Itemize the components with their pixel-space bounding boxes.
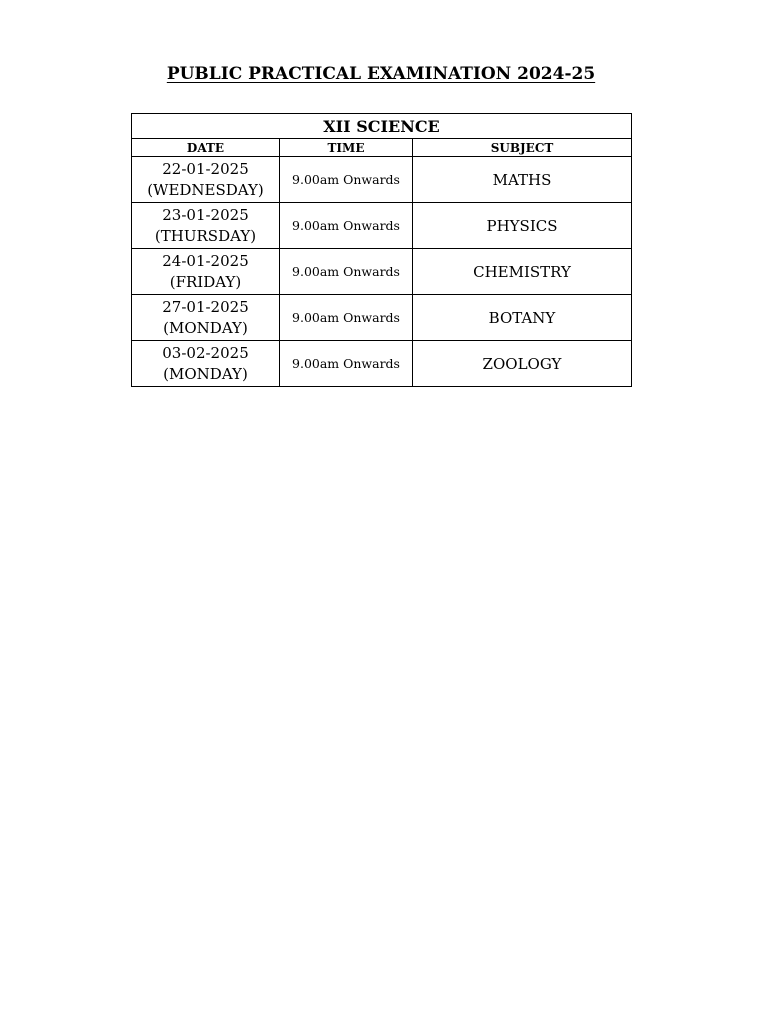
exam-schedule-table (131, 113, 632, 387)
day-value: (WEDNESDAY) (147, 180, 264, 199)
date-value: 22-01-2025 (162, 159, 249, 178)
day-value: (FRIDAY) (169, 272, 242, 291)
time-cell: 9.00am Onwards (280, 203, 413, 249)
time-cell: 9.00am Onwards (280, 341, 413, 387)
day-value: (THURSDAY) (154, 226, 257, 245)
column-header-subject: SUBJECT (413, 139, 632, 157)
subject-cell: CHEMISTRY (413, 249, 632, 295)
time-cell: 9.00am Onwards (280, 157, 413, 203)
day-value: (MONDAY) (163, 318, 248, 337)
date-cell (132, 295, 280, 341)
date-cell (132, 203, 280, 249)
column-header-time: TIME (280, 139, 413, 157)
time-cell: 9.00am Onwards (280, 249, 413, 295)
section-title: XII SCIENCE (132, 114, 632, 139)
day-value: (MONDAY) (163, 364, 248, 383)
time-cell: 9.00am Onwards (280, 295, 413, 341)
section-header-row (132, 114, 632, 139)
table-row (132, 295, 632, 341)
table-row (132, 249, 632, 295)
table-row (132, 157, 632, 203)
date-cell (132, 157, 280, 203)
column-header-row (132, 139, 632, 157)
subject-cell: ZOOLOGY (413, 341, 632, 387)
column-header-date: DATE (132, 139, 280, 157)
table-row (132, 203, 632, 249)
date-value: 03-02-2025 (162, 343, 249, 362)
table-row (132, 341, 632, 387)
date-value: 27-01-2025 (162, 297, 249, 316)
date-value: 24-01-2025 (162, 251, 249, 270)
subject-cell: MATHS (413, 157, 632, 203)
subject-cell: BOTANY (413, 295, 632, 341)
page-title: PUBLIC PRACTICAL EXAMINATION 2024-25 (166, 64, 596, 84)
date-cell (132, 341, 280, 387)
date-value: 23-01-2025 (162, 205, 249, 224)
subject-cell: PHYSICS (413, 203, 632, 249)
date-cell (132, 249, 280, 295)
